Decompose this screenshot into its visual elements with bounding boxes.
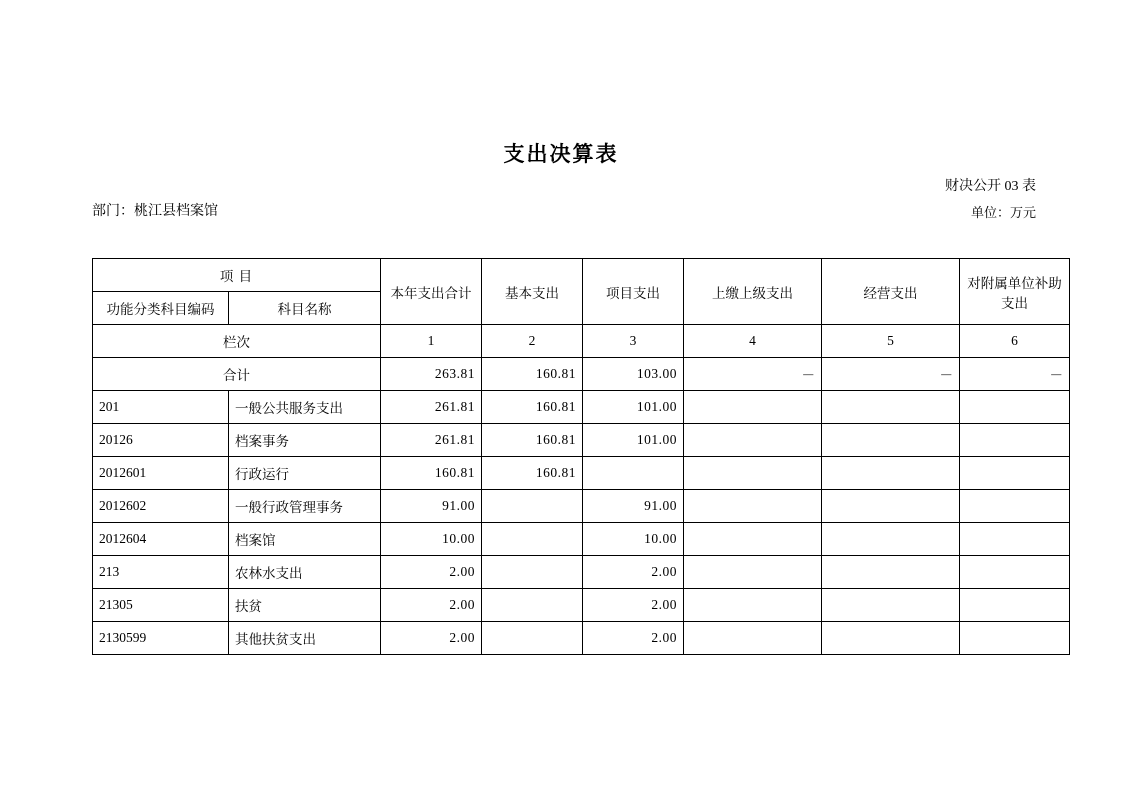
row-business bbox=[822, 490, 960, 523]
row-project: 101.00 bbox=[583, 391, 684, 424]
row-basic bbox=[482, 556, 583, 589]
row-subsidy bbox=[960, 490, 1070, 523]
row-business bbox=[822, 391, 960, 424]
row-project bbox=[583, 457, 684, 490]
header-subsidy: 对附属单位补助支出 bbox=[960, 259, 1070, 325]
column-numbers-label: 栏次 bbox=[93, 325, 381, 358]
row-upper bbox=[684, 622, 822, 655]
row-basic: 160.81 bbox=[482, 391, 583, 424]
column-number-2: 2 bbox=[482, 325, 583, 358]
department-label: 部门：桃江县档案馆 bbox=[92, 204, 218, 219]
header-total: 本年支出合计 bbox=[381, 259, 482, 325]
table-row bbox=[93, 391, 1070, 424]
column-number-6: 6 bbox=[960, 325, 1070, 358]
header-basic: 基本支出 bbox=[482, 259, 583, 325]
row-code: 20126 bbox=[93, 424, 229, 457]
row-basic: 160.81 bbox=[482, 424, 583, 457]
row-code: 2012601 bbox=[93, 457, 229, 490]
row-project: 2.00 bbox=[583, 622, 684, 655]
row-total: 10.00 bbox=[381, 523, 482, 556]
unit-label: 单位：万元 bbox=[970, 205, 1036, 220]
column-number-1: 1 bbox=[381, 325, 482, 358]
row-business bbox=[822, 457, 960, 490]
row-total: 2.00 bbox=[381, 589, 482, 622]
row-subsidy bbox=[960, 556, 1070, 589]
row-name: 档案事务 bbox=[229, 424, 381, 457]
total-value-basic: 160.81 bbox=[482, 358, 583, 391]
row-total: 91.00 bbox=[381, 490, 482, 523]
row-basic bbox=[482, 490, 583, 523]
total-value-subsidy: － bbox=[960, 358, 1070, 391]
expenditure-table bbox=[92, 258, 1070, 655]
row-business bbox=[822, 424, 960, 457]
row-total: 261.81 bbox=[381, 424, 482, 457]
table-row bbox=[93, 424, 1070, 457]
table-row bbox=[93, 457, 1070, 490]
row-total: 2.00 bbox=[381, 556, 482, 589]
row-name: 行政运行 bbox=[229, 457, 381, 490]
row-upper bbox=[684, 556, 822, 589]
row-project: 2.00 bbox=[583, 589, 684, 622]
total-label: 合计 bbox=[93, 358, 381, 391]
total-value-upper: － bbox=[684, 358, 822, 391]
row-business bbox=[822, 589, 960, 622]
table-row bbox=[93, 589, 1070, 622]
row-name: 农林水支出 bbox=[229, 556, 381, 589]
row-upper bbox=[684, 391, 822, 424]
total-value-project: 103.00 bbox=[583, 358, 684, 391]
column-number-row bbox=[93, 325, 1070, 358]
column-number-3: 3 bbox=[583, 325, 684, 358]
row-project: 91.00 bbox=[583, 490, 684, 523]
header-item-group: 项 目 bbox=[93, 259, 381, 292]
table-row bbox=[93, 523, 1070, 556]
total-value-total: 263.81 bbox=[381, 358, 482, 391]
row-subsidy bbox=[960, 457, 1070, 490]
row-basic: 160.81 bbox=[482, 457, 583, 490]
row-total: 2.00 bbox=[381, 622, 482, 655]
table-row bbox=[93, 490, 1070, 523]
row-business bbox=[822, 523, 960, 556]
page-title: 支出决算表 bbox=[503, 143, 619, 166]
row-name: 其他扶贫支出 bbox=[229, 622, 381, 655]
row-basic bbox=[482, 523, 583, 556]
row-subsidy bbox=[960, 424, 1070, 457]
header-upper: 上缴上级支出 bbox=[684, 259, 822, 325]
column-number-5: 5 bbox=[822, 325, 960, 358]
row-name: 一般公共服务支出 bbox=[229, 391, 381, 424]
table-row bbox=[93, 622, 1070, 655]
table-row-total bbox=[93, 358, 1070, 391]
row-upper bbox=[684, 424, 822, 457]
row-subsidy bbox=[960, 391, 1070, 424]
row-upper bbox=[684, 523, 822, 556]
header-business: 经营支出 bbox=[822, 259, 960, 325]
row-code: 2012604 bbox=[93, 523, 229, 556]
row-code: 2012602 bbox=[93, 490, 229, 523]
total-value-business: － bbox=[822, 358, 960, 391]
column-number-4: 4 bbox=[684, 325, 822, 358]
row-upper bbox=[684, 457, 822, 490]
row-total: 160.81 bbox=[381, 457, 482, 490]
row-project: 10.00 bbox=[583, 523, 684, 556]
header-code: 功能分类科目编码 bbox=[93, 292, 229, 325]
form-code-label: 财决公开 03 表 bbox=[945, 179, 1036, 194]
row-project: 2.00 bbox=[583, 556, 684, 589]
row-subsidy bbox=[960, 589, 1070, 622]
row-business bbox=[822, 556, 960, 589]
row-name: 一般行政管理事务 bbox=[229, 490, 381, 523]
row-name: 扶贫 bbox=[229, 589, 381, 622]
row-code: 201 bbox=[93, 391, 229, 424]
row-total: 261.81 bbox=[381, 391, 482, 424]
row-basic bbox=[482, 622, 583, 655]
header-name: 科目名称 bbox=[229, 292, 381, 325]
row-code: 2130599 bbox=[93, 622, 229, 655]
table-row bbox=[93, 556, 1070, 589]
row-upper bbox=[684, 490, 822, 523]
row-code: 21305 bbox=[93, 589, 229, 622]
header-project: 项目支出 bbox=[583, 259, 684, 325]
row-upper bbox=[684, 589, 822, 622]
row-code: 213 bbox=[93, 556, 229, 589]
row-basic bbox=[482, 589, 583, 622]
row-business bbox=[822, 622, 960, 655]
row-project: 101.00 bbox=[583, 424, 684, 457]
row-subsidy bbox=[960, 523, 1070, 556]
row-name: 档案馆 bbox=[229, 523, 381, 556]
table-header-row-1 bbox=[93, 259, 1070, 292]
row-subsidy bbox=[960, 622, 1070, 655]
